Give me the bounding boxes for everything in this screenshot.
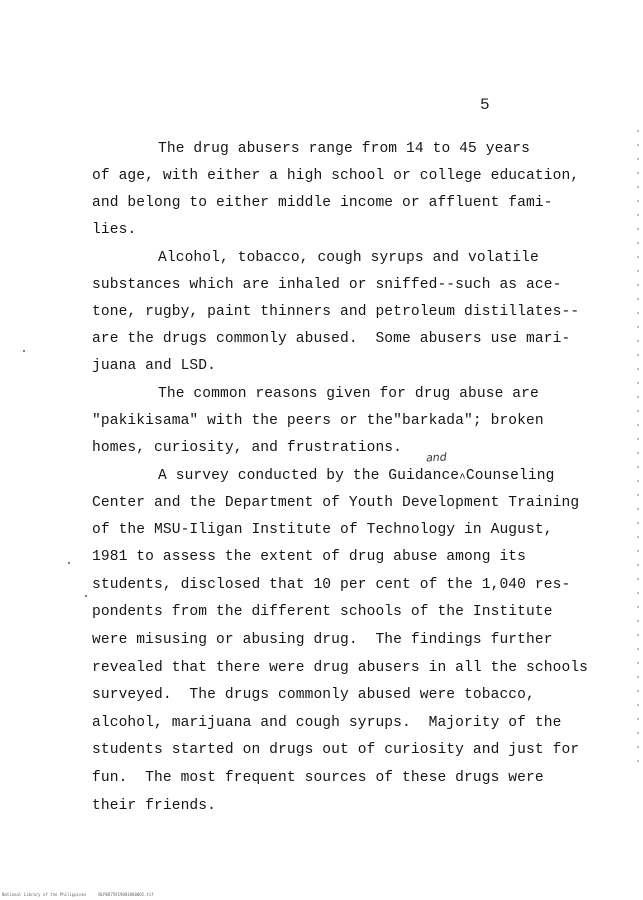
paragraph-2-line-2: substances which are inhaled or sniffed--such as ace- [92, 277, 562, 293]
paragraph-2-line-3: tone, rugby, paint thinners and petroleum distillates-- [92, 304, 580, 320]
paragraph-4-line-8: revealed that there were drug abusers in all the schools [92, 660, 589, 676]
paragraph-4-line-10: alcohol, marijuana and cough syrups. Majority of the [92, 715, 562, 731]
paragraph-4-line-9: surveyed. The drugs commonly abused were tobacco, [92, 687, 535, 703]
paragraph-4-line-7: were misusing or abusing drug. The findings further [92, 632, 553, 648]
paragraph-4-line-5: students, disclosed that 10 per cent of the 1,040 res- [92, 577, 571, 593]
paragraph-4-line-1-part-b: Counseling [465, 468, 555, 484]
paragraph-4-line-6: pondents from the different schools of the Institute [92, 604, 553, 620]
scan-footer: National Library of the Philippines NLP0875919001000005.tif [2, 892, 154, 897]
paragraph-3-line-2: "pakikisama" with the peers or the"barkada"; broken [92, 413, 544, 429]
paragraph-2-line-4: are the drugs commonly abused. Some abusers use mari- [92, 331, 571, 347]
scan-speck [23, 350, 25, 352]
insertion-caret-icon: ^ [459, 473, 466, 485]
scan-speck [85, 595, 87, 597]
paragraph-4-line-4: 1981 to assess the extent of drug abuse among its [92, 549, 527, 565]
paragraph-4-line-2: Center and the Department of Youth Development Training [92, 495, 580, 511]
paragraph-4-line-3: of the MSU-Iligan Institute of Technology in August, [92, 522, 553, 538]
paragraph-4-line-1 [158, 467, 554, 488]
scan-edge-artifact [637, 130, 639, 770]
paragraph-3-line-1: The common reasons given for drug abuse are [158, 386, 539, 402]
paragraph-1-line-3: and belong to either middle income or affluent fami- [92, 195, 553, 211]
paragraph-4-line-1-part-a: A survey conducted by the Guidance [158, 468, 460, 484]
paragraph-4-line-11: students started on drugs out of curiosity and just for [92, 742, 580, 758]
paragraph-3-line-3: homes, curiosity, and frustrations. [92, 440, 403, 456]
paragraph-1-line-4: lies. [92, 222, 137, 238]
paragraph-1-line-1: The drug abusers range from 14 to 45 years [158, 141, 531, 157]
paragraph-2-line-5: juana and LSD. [92, 358, 217, 374]
paragraph-1-line-2: of age, with either a high school or college education, [92, 168, 580, 184]
paragraph-4-line-13: their friends. [92, 798, 217, 814]
paragraph-2-line-1: Alcohol, tobacco, cough syrups and volatile [158, 250, 539, 266]
paragraph-4-line-12: fun. The most frequent sources of these drugs were [92, 770, 544, 786]
scan-speck [68, 562, 70, 564]
handwritten-insert: and [425, 450, 448, 465]
page-number: 5 [480, 96, 490, 114]
